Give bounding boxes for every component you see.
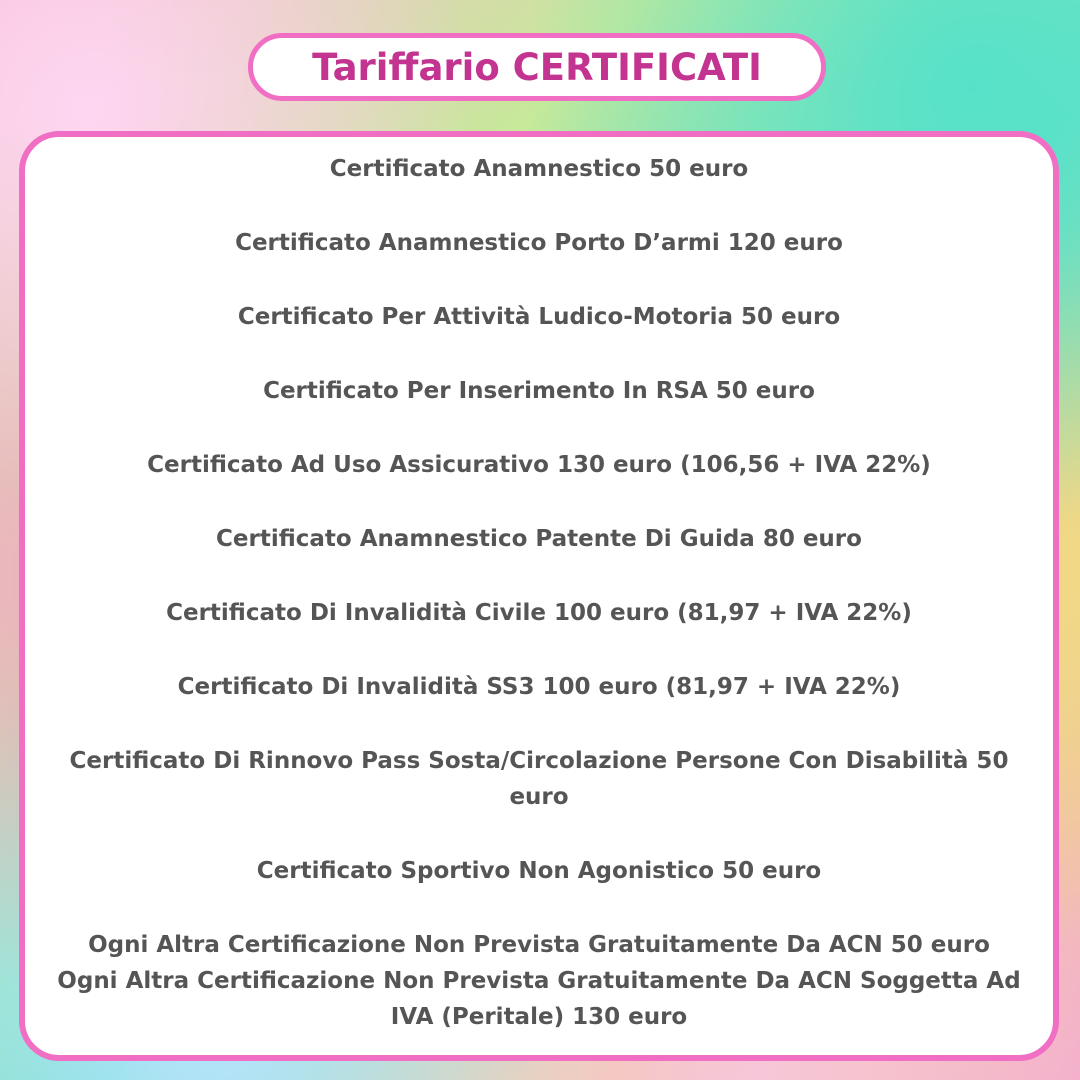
price-item-uso-assicurativo: Certificato Ad Uso Assicurativo 130 euro (106,56 + IVA 22%) <box>147 452 931 478</box>
price-item-invalidita-ss3: Certificato Di Invalidità SS3 100 euro (81,97 + IVA 22%) <box>177 674 901 700</box>
price-item-sportivo-non-agonistico: Certificato Sportivo Non Agonistico 50 euro <box>256 858 822 884</box>
page-title: Tariffario CERTIFICATI <box>312 45 762 89</box>
price-list-card <box>19 131 1059 1061</box>
price-item-porto-darmi: Certificato Anamnestico Porto D’armi 120 euro <box>235 230 843 256</box>
price-item-certificato-anamnestico: Certificato Anamnestico 50 euro <box>329 156 749 182</box>
price-item-rinnovo-pass: Certificato Di Rinnovo Pass Sosta/Circolazione Persone Con Disabilità 50 euro <box>69 748 1009 810</box>
price-item-altra-certificazione-iva: Ogni Altra Certificazione Non Prevista Gratuitamente Da ACN Soggetta Ad IVA (Peritale) 130 euro <box>57 968 1021 1030</box>
price-list <box>55 151 1023 1035</box>
price-item-invalidita-civile: Certificato Di Invalidità Civile 100 euro (81,97 + IVA 22%) <box>166 600 912 626</box>
title-banner <box>248 33 826 101</box>
price-item-altra-certificazione: Ogni Altra Certificazione Non Prevista Gratuitamente Da ACN 50 euro <box>88 932 990 958</box>
price-item-ludico-motoria: Certificato Per Attività Ludico-Motoria 50 euro <box>237 304 841 330</box>
price-item-patente-di-guida: Certificato Anamnestico Patente Di Guida 80 euro <box>216 526 862 552</box>
price-item-inserimento-rsa: Certificato Per Inserimento In RSA 50 euro <box>263 378 815 404</box>
